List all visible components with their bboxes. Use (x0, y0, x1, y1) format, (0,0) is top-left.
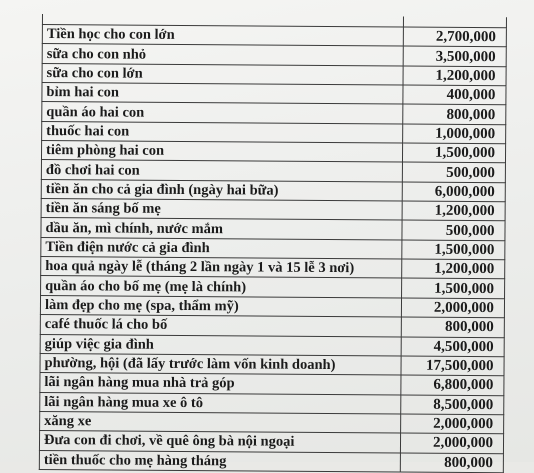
expense-item: hoa quả ngày lễ (tháng 2 lần ngày 1 và 15 lễ 3 nơi) (41, 257, 402, 279)
expense-item: Tiền học cho con lớn (42, 25, 403, 47)
table-row (39, 450, 503, 473)
expense-item: thuốc hai con (42, 121, 403, 143)
expense-item: giúp việc gia đình (40, 334, 401, 356)
expense-item: tiền thuốc cho mẹ hàng tháng (39, 450, 400, 472)
expense-amount: 3,500,000 (403, 46, 506, 66)
expense-item: Đưa con đi chơi, về quê ông bà nội ngoại (39, 431, 400, 453)
expense-amount: 500,000 (402, 162, 505, 182)
expense-amount: 2,700,000 (403, 27, 506, 47)
expense-amount: 1,000,000 (403, 124, 506, 144)
expense-amount: 1,200,000 (403, 66, 506, 86)
expense-table-sheet (39, 14, 532, 473)
expense-amount: 800,000 (403, 104, 506, 124)
expense-item: tiền ăn cho cả gia đình (ngày hai bữa) (41, 179, 402, 201)
expense-item: Tiền điện nước cả gia đình (41, 237, 402, 259)
expense-amount: 1,500,000 (402, 240, 505, 260)
expense-amount: 6,800,000 (401, 375, 504, 395)
expense-item: quần áo cho bố mẹ (mẹ là chính) (41, 276, 402, 298)
expense-item: phường, hội (đã lấy trước làm vốn kinh doanh) (40, 353, 401, 375)
expense-item: xăng xe (40, 411, 401, 433)
expense-amount: 1,200,000 (402, 259, 505, 279)
expense-item: dầu ăn, mì chính, nước mắm (41, 218, 402, 240)
expense-item: sữa cho con lớn (42, 63, 403, 85)
expense-amount: 1,500,000 (402, 143, 505, 163)
expense-amount: 8,500,000 (401, 395, 504, 415)
expense-table-body (39, 14, 506, 473)
expense-amount: 800,000 (401, 317, 504, 337)
expense-item: lãi ngân hàng mua xe ô tô (40, 392, 401, 414)
expense-item: tiêm phòng hai con (41, 141, 402, 163)
expense-amount: 400,000 (403, 85, 506, 105)
expense-amount: 800,000 (400, 453, 503, 473)
expense-amount: 2,000,000 (400, 433, 503, 453)
expense-amount: 6,000,000 (402, 182, 505, 202)
expense-item: làm đẹp cho mẹ (spa, thẩm mỹ) (40, 295, 401, 317)
expense-item: quần áo hai con (42, 102, 403, 124)
expense-item: bỉm hai con (42, 83, 403, 105)
expense-amount: 1,500,000 (402, 278, 505, 298)
expense-amount: 500,000 (402, 220, 505, 240)
expense-amount: 17,500,000 (401, 356, 504, 376)
expense-item: tiền ăn sáng bố mẹ (41, 199, 402, 221)
expense-amount: 2,000,000 (401, 298, 504, 318)
expense-amount: 1,200,000 (402, 201, 505, 221)
expense-amount: 4,500,000 (401, 337, 504, 357)
expense-amount: 2,000,000 (401, 414, 504, 434)
expense-item: café thuốc lá cho bố (40, 315, 401, 337)
expense-item: lãi ngân hàng mua nhà trả góp (40, 373, 401, 395)
expense-table (39, 14, 507, 473)
expense-item: đồ chơi hai con (41, 160, 402, 182)
expense-item: sữa cho con nhỏ (42, 44, 403, 66)
